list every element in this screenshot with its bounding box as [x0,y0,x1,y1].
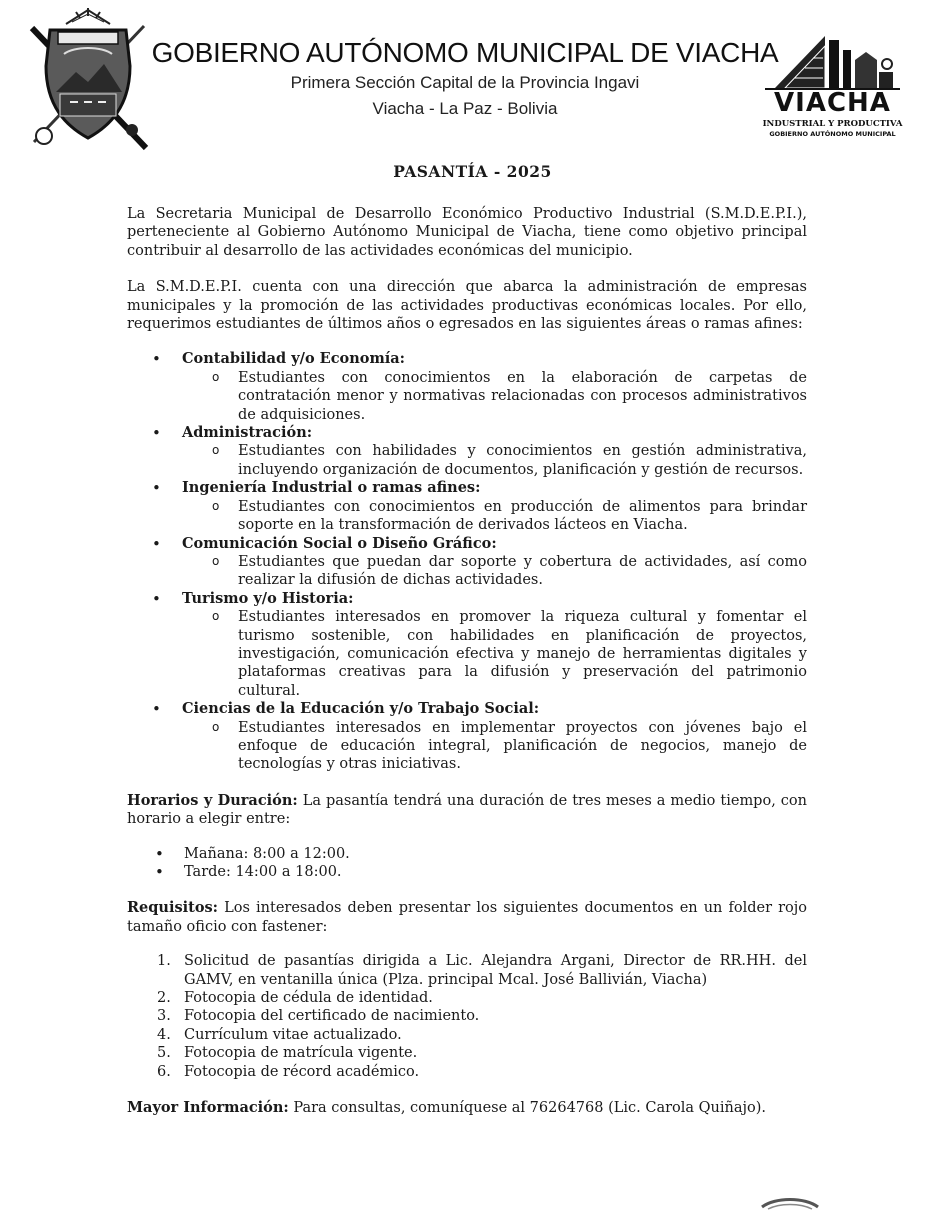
document-header [150,36,780,122]
schedule-text: La pasantía tendrá una duración de tres meses a medio tiempo, con horario a elegir entre: [127,792,807,828]
area-item [127,535,807,590]
area-name: • Ingeniería Industrial o ramas afines: [182,479,481,497]
factory-graphic-icon [755,26,910,92]
logo-tagline: INDUSTRIAL Y PRODUCTIVA [762,119,903,129]
list-item: 3. Fotocopia del certificado de nacimiento. [157,1008,480,1025]
area-item [127,424,807,479]
area-name: • Administración: [182,424,313,442]
area-name: • Ciencias de la Educación y/o Trabajo Social: [182,700,540,718]
logo-subtagline: GOBIERNO AUTÓNOMO MUNICIPAL [769,130,896,138]
area-description: o Estudiantes con habilidades y conocimientos en gestión administrativa, incluyendo organización de documentos, planificación y gestión de recursos. [127,442,807,479]
area-item [127,700,807,774]
areas-list [127,350,807,773]
list-item: • Mañana: 8:00 a 12:00. [127,845,807,863]
area-item [127,590,807,700]
area-item [127,479,807,534]
intro-paragraph-2: La S.M.D.E.P.I. cuenta con una dirección que abarca la administración de empresas municipales y la promoción de las actividades productivas económicas locales. Por ello, requerimos estudiantes de últimos años o egresados en las siguientes áreas o ramas afines: [127,279,807,333]
requirements-list [127,952,807,1081]
area-description: o Estudiantes interesados en implementar proyectos con jóvenes bajo el enfoque de educación integral, planificación de negocios, manejo de tecnologías y otras iniciativas. [127,719,807,774]
list-item: • Tarde: 14:00 a 18:00. [127,863,807,881]
area-name: • Turismo y/o Historia: [182,589,354,607]
area-description: o Estudiantes con conocimientos en producción de alimentos para brindar soporte en la transformación de derivados lácteos en Viacha. [127,498,807,535]
intro-paragraph-1: La Secretaria Municipal de Desarrollo Económico Productivo Industrial (S.M.D.E.P.I.), perteneciente al Gobierno Autónomo Municipal de Viacha, tiene como objetivo principal contribuir al desarrollo de las actividades económicas del municipio. [127,206,807,259]
schedule-label: Horarios y Duración: [127,791,298,809]
area-name: • Comunicación Social o Diseño Gráfico: [182,534,497,552]
area-description: o Estudiantes interesados en promover la riqueza cultural y fomentar el turismo sostenible, con habilidades en planificación de proyectos, investigación, comunicación efectiva y manejo de herramientas digitales y plataformas creativas para la difusión y preservación del patrimonio cultural. [127,608,807,700]
requirements-paragraph [127,899,807,936]
list-item: 5. Fotocopia de matrícula vigente. [157,1045,418,1062]
contact-label: Mayor Información: [127,1099,289,1117]
document-body [127,205,807,1117]
municipal-seal-logo [26,6,150,154]
schedule-options-list [127,845,807,882]
area-name: • Contabilidad y/o Economía: [182,350,406,368]
requirements-text: Los interesados deben presentar los siguientes documentos en un folder rojo tamaño oficio con fastener: [127,900,807,935]
municipality-subtitle: Primera Sección Capital de la Provincia Ingavi [290,73,640,92]
area-description: o Estudiantes que puedan dar soporte y cobertura de actividades, así como realizar la difusión de dichas actividades. [127,553,807,590]
requirements-label: Requisitos: [127,899,219,917]
document-title: PASANTÍA - 2025 [393,162,552,181]
stamp-mark-icon [760,1193,820,1211]
schedule-paragraph [127,792,807,829]
contact-text: Para consultas, comuníquese al 76264768 (Lic. Carola Quiñajo). [288,1100,766,1117]
list-item: 1. Solicitud de pasantías dirigida a Lic. Alejandra Argani, Director de RR.HH. del GAMV, en ventanilla única (Plza. principal Mcal. José Ballivián, Viacha) [157,953,807,988]
contact-paragraph [127,1099,807,1117]
viacha-industrial-logo [755,26,910,142]
list-item: 2. Fotocopia de cédula de identidad. [157,990,433,1007]
municipality-location: Viacha - La Paz - Bolivia [372,99,558,118]
area-description: o Estudiantes con conocimientos en la elaboración de carpetas de contratación menor y normativas relacionadas con procesos administrativos de adquisiciones. [127,369,807,424]
area-item [127,350,807,424]
logo-wordmark: VIACHA [774,88,891,118]
list-item: 4. Currículum vitae actualizado. [157,1026,402,1043]
list-item: 6. Fotocopia de récord académico. [157,1063,420,1080]
municipality-title: GOBIERNO AUTÓNOMO MUNICIPAL DE VIACHA [151,37,779,68]
